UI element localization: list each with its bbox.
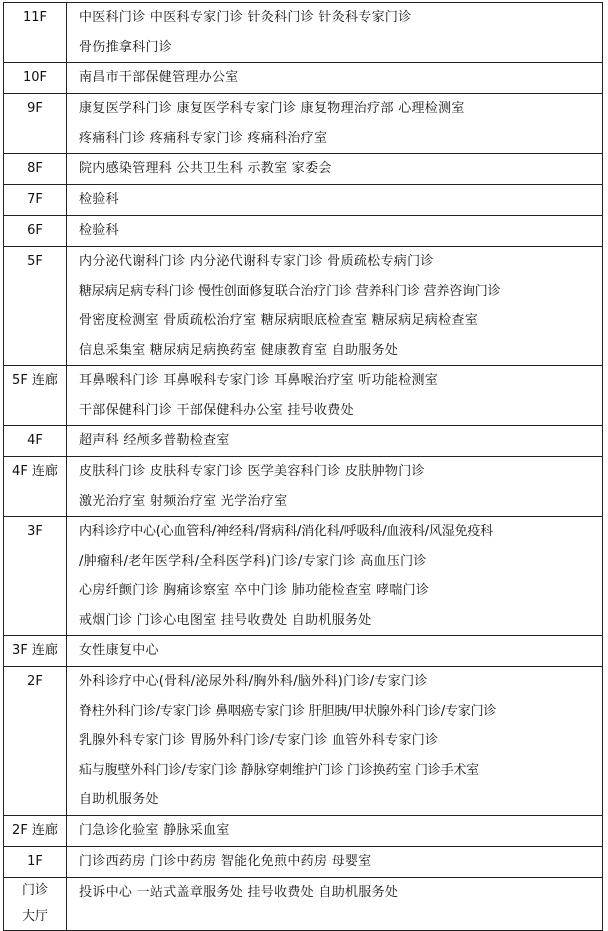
floor-label-cell: [4, 247, 67, 366]
floor-label-cell: [4, 366, 67, 426]
department-line: 骨密度检测室 骨质疏松治疗室 糖尿病眼底检查室 糖尿病足病检查室: [79, 313, 478, 328]
department-line: 南昌市干部保健管理办公室: [79, 70, 239, 85]
department-line: 糖尿病足病专科门诊 慢性创面修复联合治疗门诊 营养科门诊 营养咨询门诊: [79, 283, 501, 299]
floor-label: 11F: [22, 10, 48, 25]
floor-row-5f-corridor: [4, 366, 603, 426]
floor-label-cell: [4, 216, 67, 247]
floor-label-cell: [4, 517, 67, 636]
floor-row-10f: [4, 63, 603, 94]
floor-label: 2F 连廊: [12, 822, 58, 838]
department-line: 心房纤颤门诊 胸痛诊察室 卒中门诊 肺功能检查室 哮喘门诊: [79, 583, 430, 598]
department-line: 院内感染管理科 公共卫生科 示教室 家委会: [79, 161, 332, 176]
floor-label: 7F: [27, 192, 43, 207]
floor-label: 3F: [27, 524, 43, 539]
department-cell: [67, 63, 603, 94]
floor-row-1f: [4, 846, 603, 877]
floor-directory-table: [3, 2, 603, 931]
floor-row-5f: [4, 247, 603, 366]
floor-row-7f: [4, 185, 603, 216]
department-line: /肿瘤科/老年医学科/全科医学科)门诊/专家门诊 高血压门诊: [79, 553, 427, 569]
department-cell: [67, 185, 603, 216]
department-cell: [67, 154, 603, 185]
floor-label: 5F: [27, 254, 43, 269]
floor-label-cell: [4, 94, 67, 154]
department-line: 内分泌代谢科门诊 内分泌代谢科专家门诊 骨质疏松专病门诊: [79, 254, 434, 269]
floor-row-2f-corridor: [4, 815, 603, 846]
department-cell: [67, 815, 603, 846]
floor-label: 3F 连廊: [12, 643, 58, 658]
department-line: 外科诊疗中心(骨科/泌尿外科/胸外科/脑外科)门诊/专家门诊: [79, 674, 428, 689]
department-line: 信息采集室 糖尿病足病换药室 健康教育室 自助服务处: [79, 342, 399, 358]
department-line: 皮肤科门诊 皮肤科专家门诊 医学美容科门诊 皮肤肿物门诊: [79, 464, 425, 479]
floor-row-3f-corridor: [4, 636, 603, 667]
department-cell: [67, 457, 603, 517]
floor-label: 1F: [27, 853, 43, 869]
floor-label-cell: [4, 877, 67, 930]
floor-label: 2F: [27, 674, 43, 689]
department-line: 女性康复中心: [79, 643, 159, 658]
department-line: 超声科 经颅多普勒检查室: [79, 433, 230, 448]
department-cell: [67, 3, 603, 63]
department-line: 干部保健科门诊 干部保健科办公室 挂号收费处: [79, 402, 354, 418]
department-line: 戒烟门诊 门诊心电图室 挂号收费处 自助机服务处: [79, 612, 372, 628]
department-line: 门急诊化验室 静脉采血室: [79, 822, 230, 838]
department-line: 疝与腹壁外科门诊/专家门诊 静脉穿刺维护门诊 门诊换药室 门诊手术室: [79, 762, 479, 778]
floor-label: 6F: [27, 223, 43, 238]
floor-label-cell: [4, 815, 67, 846]
floor-row-outpatient-hall: [4, 877, 603, 930]
floor-label-cell: [4, 63, 67, 94]
floor-label-cell: [4, 667, 67, 816]
floor-row-11f: [4, 3, 603, 63]
department-line: 内科诊疗中心(心血管科/神经科/肾病科/消化科/呼吸科/血液科/风湿免疫科: [79, 524, 493, 539]
department-cell: [67, 94, 603, 154]
department-cell: [67, 517, 603, 636]
department-cell: [67, 247, 603, 366]
floor-row-4f: [4, 426, 603, 457]
floor-label-cell: [4, 185, 67, 216]
floor-label: 4F 连廊: [12, 464, 58, 479]
department-line: 门诊西药房 门诊中药房 智能化免煎中药房 母婴室: [79, 853, 372, 869]
department-line: 检验科: [79, 192, 119, 207]
floor-row-9f: [4, 94, 603, 154]
department-line: 检验科: [79, 223, 119, 238]
floor-label-cell: [4, 154, 67, 185]
floor-row-3f: [4, 517, 603, 636]
floor-label: 8F: [27, 161, 43, 176]
floor-label-cell: [4, 3, 67, 63]
department-cell: [67, 636, 603, 667]
department-cell: [67, 667, 603, 816]
floor-row-2f: [4, 667, 603, 816]
department-line: 激光治疗室 射频治疗室 光学治疗室: [79, 493, 288, 509]
department-line: 康复医学科门诊 康复医学科专家门诊 康复物理治疗部 心理检测室: [79, 101, 465, 116]
floor-label-cell: [4, 636, 67, 667]
department-cell: [67, 426, 603, 457]
department-line: 耳鼻喉科门诊 耳鼻喉科专家门诊 耳鼻喉治疗室 听功能检测室: [79, 373, 439, 388]
floor-label: 门诊: [21, 882, 48, 898]
floor-label-cell: [4, 426, 67, 457]
department-line: 中医科门诊 中医科专家门诊 针灸科门诊 针灸科专家门诊: [79, 10, 412, 25]
floor-row-6f: [4, 216, 603, 247]
floor-label: 5F 连廊: [12, 373, 58, 388]
floor-label: 4F: [27, 433, 43, 448]
floor-label-cell: [4, 457, 67, 517]
department-cell: [67, 216, 603, 247]
department-cell: [67, 877, 603, 930]
floor-label-cell: [4, 846, 67, 877]
floor-label: 大厅: [21, 908, 48, 924]
department-line: 骨伤推拿科门诊: [79, 39, 173, 55]
floor-row-4f-corridor: [4, 457, 603, 517]
department-line: 脊柱外科门诊/专家门诊 鼻咽癌专家门诊 肝胆胰/甲状腺外科门诊/专家门诊: [79, 703, 497, 719]
floor-label: 10F: [22, 70, 48, 85]
department-cell: [67, 846, 603, 877]
department-line: 疼痛科门诊 疼痛科专家门诊 疼痛科治疗室: [79, 130, 328, 146]
department-cell: [67, 366, 603, 426]
department-line: 乳腺外科专家门诊 胃肠外科门诊/专家门诊 血管外科专家门诊: [79, 733, 439, 748]
floor-label: 9F: [27, 101, 43, 116]
department-line: 自助机服务处: [79, 792, 159, 807]
floor-row-8f: [4, 154, 603, 185]
department-line: 投诉中心 一站式盖章服务处 挂号收费处 自助机服务处: [79, 884, 399, 900]
